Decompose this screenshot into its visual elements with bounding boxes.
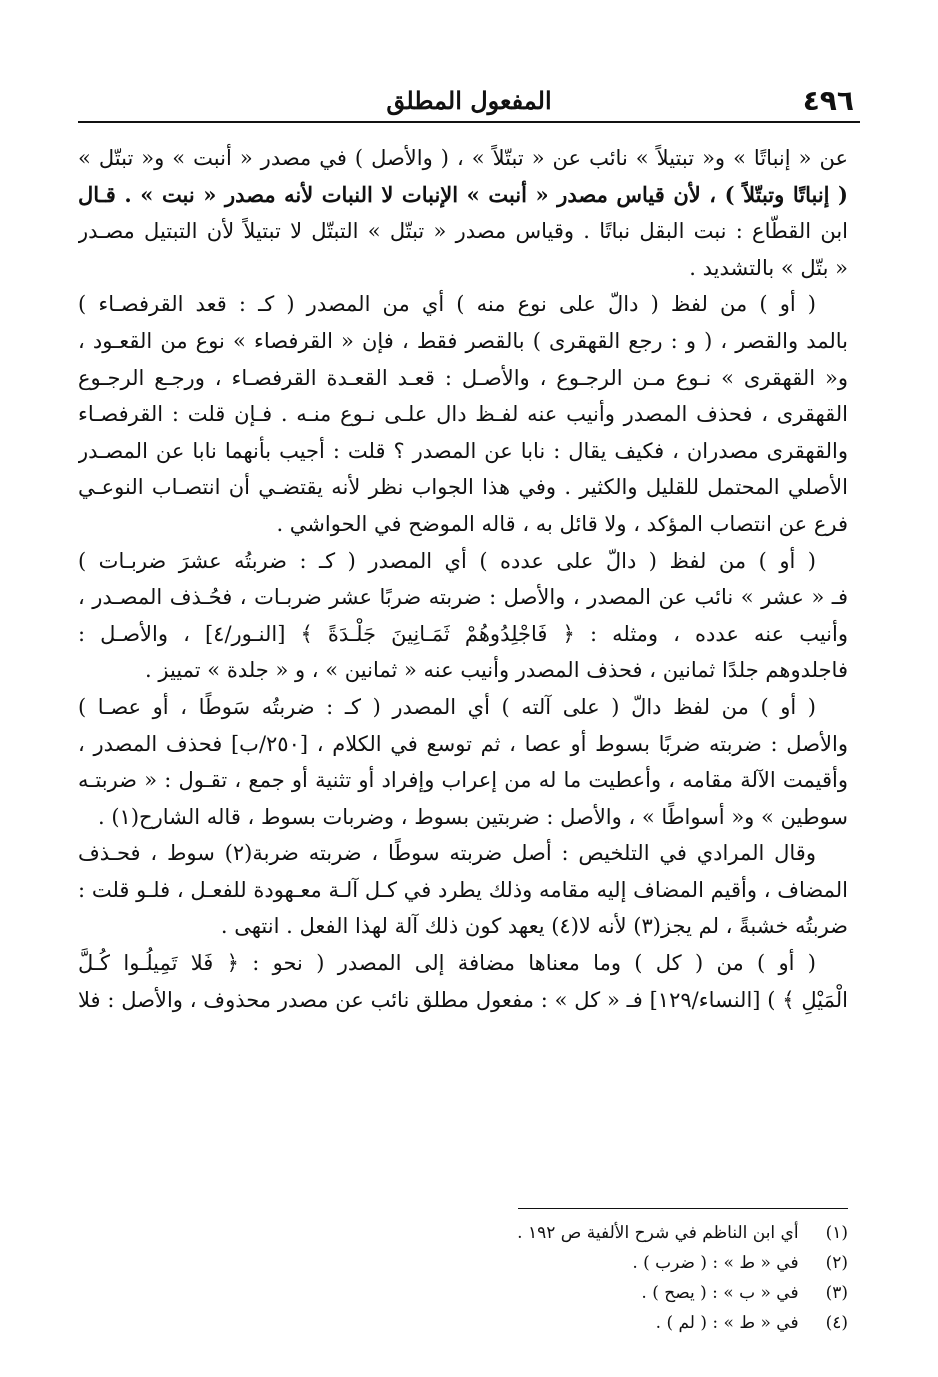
text-line: ( أو ) من لفظ دالّ ( على آلته ) أي المصدر ( كـ : ضربتُه سَوطًا ، أو عصـا ) (78, 694, 816, 719)
page-number: ٤٩٦ (802, 84, 854, 117)
footnote-number: (٣) (825, 1283, 848, 1303)
body-text (78, 140, 848, 1018)
footnote (78, 1308, 848, 1338)
text-line: والأصل : ضربته ضربًا بسوط أو عصا ، ثم توسع في الكلام ، [٢٥٠/ب] فحذف المصدر ، (78, 731, 848, 756)
footnotes (78, 1218, 848, 1338)
text-line: فاجلدوهم جلدًا ثمانين ، فحذف المصدر وأنيب عنه « ثمانين » ، و « جلدة » تمييز . (145, 658, 848, 683)
page-header (78, 84, 860, 120)
footnote-text: في « ب » : ( يصح ) . (641, 1283, 799, 1303)
text-line: وقال المرادي في التلخيص : أصل ضربته سوطًا ، ضربته ضربة(٢) سوط ، فحـذف (78, 841, 816, 866)
text-line: سوطين » و« أسواطًا » ، والأصل : ضربتين بسوط ، وضربات بسوط ، قاله الشارح(١) . (98, 804, 848, 829)
text-line: والقهقرى مصدران ، فكيف يقال : نابا عن المصدر ؟ قلت : أجيب بأنهما نابا عن المصـدر (78, 438, 848, 463)
text-line: ضربتُه خشبةً ، لم يجز(٣) لأنه لا(٤) يعهد كون ذلك آلة لهذا الفعل . انتهى . (220, 914, 848, 939)
text-line: القهقرى ، فحذف المصدر وأنيب عنه لفـظ دال علـى نـوع منـه . فـإن قلت : القرفصـاء (78, 402, 848, 427)
footnote-number: (٢) (825, 1253, 848, 1273)
text-line: الأصلي المحتمل للقليل والكثير . وفي هذا الجواب نظر لأنه يقتضـي أن انتصـاب النوعـي (78, 475, 848, 500)
footnote (78, 1248, 848, 1278)
text-line: ابن القطّاع : نبت البقل نباتًا . وقياس مصدر « تبتّل » التبتّل لا تبتيلاً لأن التبتيل مصـدر (78, 219, 848, 244)
footnote-text: أي ابن الناظم في شرح الألفية ص ١٩٢ . (517, 1223, 799, 1243)
running-title: المفعول المطلق (386, 86, 552, 115)
text-line: فرع عن انتصاب المؤكد ، ولا قائل به ، قاله الموضح في الحواشي . (276, 511, 848, 536)
text-line: عن « إنباتًا » و« تبتيلاً » نائب عن « تبتّلاً » ، ( والأصل ) في مصدر « أنبت » و« تبتّل » (78, 146, 848, 170)
footnote-number: (٤) (825, 1313, 848, 1333)
text-line: بالمد والقصر ، ( و : رجع القهقرى ) بالقصر فقط ، فإن « القرفصاء » نوع من القعـود ، (78, 328, 848, 353)
text-line: وأنيب عنه عدده ، ومثله : ﴿ فَاجْلِدُوهُمْ ثَمَـانِينَ جَلْـدَةً ﴾ [النـور/٤] ، والأصـل : (78, 621, 848, 646)
footnote (78, 1218, 848, 1248)
footnote-text: في « ط » : ( لم ) . (655, 1313, 799, 1333)
footnote-rule (518, 1208, 848, 1209)
footnote (78, 1278, 848, 1308)
footnote-number: (١) (825, 1223, 848, 1243)
text-line: « بتّل » بالتشديد . (689, 255, 848, 280)
text-line: الْمَيْلِ ﴾ ) [النساء/١٢٩] فـ « كل » : مفعول مطلق نائب عن مصدر محذوف ، والأصل : فلا (78, 987, 848, 1012)
header-rule (78, 121, 860, 123)
footnote-text: في « ط » : ( ضرب ) . (632, 1253, 799, 1273)
text-line: ( أو ) من ( كل ) وما معناها مضافة إلى المصدر ( نحو : ﴿ فَلا تَمِيلُـوا كُـلَّ (78, 951, 816, 976)
text-line: ( أو ) من لفظ ( دالّ على عدده ) أي المصدر ( كـ : ضربتُه عشرَ ضربـات ) (78, 548, 816, 573)
text-line: ( أو ) من لفظ ( دالّ على نوع منه ) أي من المصدر ( كـ : قعد القرفصـاء ) (78, 292, 816, 317)
text-line: و« القهقرى » نـوع مـن الرجـوع ، والأصـل : قعـد القعـدة القرفصـاء ، ورجـع الرجـوع (78, 365, 848, 390)
text-line: فـ « عشر » نائب عن المصدر ، والأصل : ضربته ضربًا عشر ضربـات ، فحُـذف المصـدر ، (78, 585, 848, 610)
text-line: وأقيمت الآلة مقامه ، وأعطيت ما له من إعراب وإفراد أو تثنية أو جمع ، تقـول : « ضربتـه (78, 768, 848, 793)
text-line: المضاف ، وأقيم المضاف إليه مقامه وذلك يطرد في كـل آلـة معـهودة للفعـل ، فلـو قلت : (78, 877, 848, 902)
text-line: ( إنباتًا وتبتّلاً ) ، لأن قياس مصدر « أنبت » الإنبات لا النبات لأنه مصدر « نبت » . قـال (78, 181, 848, 207)
